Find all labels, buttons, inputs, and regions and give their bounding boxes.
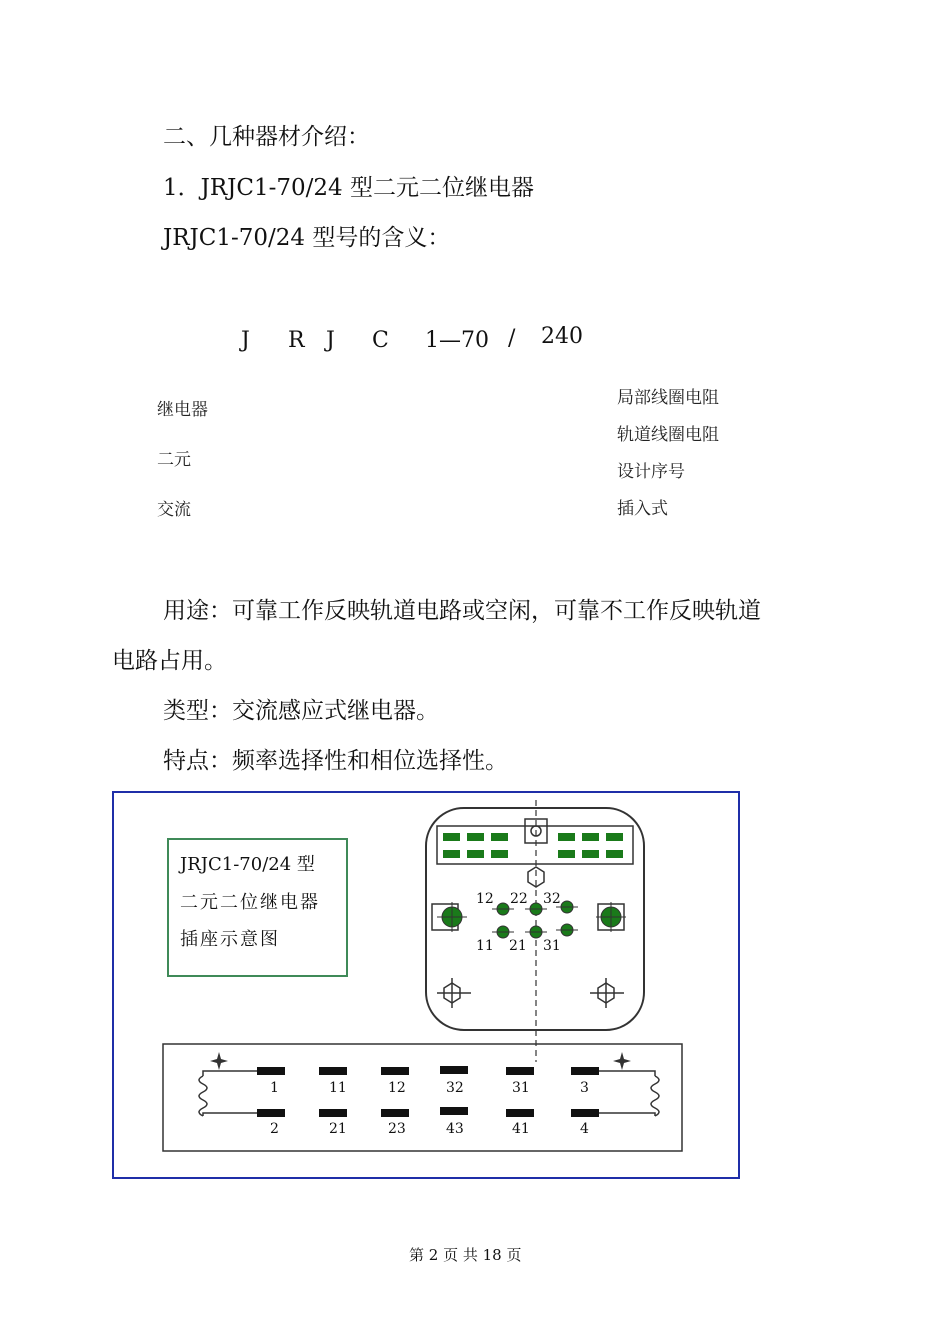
terminal-label: 4 xyxy=(580,1121,589,1137)
model-code-letter: J xyxy=(326,328,335,353)
page-footer: 第 2 页 共 18 页 xyxy=(409,1246,522,1264)
usage-line-1: 用途：可靠工作反映轨道电路或空闲，可靠不工作反映轨道 xyxy=(163,598,761,624)
type-text: 类型：交流感应式继电器。 xyxy=(163,698,439,724)
terminal-label: 12 xyxy=(388,1080,406,1096)
socket-pin-label: 11 xyxy=(476,938,494,954)
model-code-letter: / xyxy=(508,326,516,351)
model-code-letter: J xyxy=(241,328,250,353)
terminal-label: 31 xyxy=(512,1080,530,1096)
left-label: 交流 xyxy=(157,500,191,520)
terminal-label: 3 xyxy=(580,1080,589,1096)
model-code-letter: R xyxy=(288,328,305,353)
socket-pin-label: 21 xyxy=(509,938,527,954)
connector-pins xyxy=(443,833,623,858)
model-code-letter: C xyxy=(372,328,389,353)
terminal-label: 41 xyxy=(512,1121,530,1137)
terminal-label: 43 xyxy=(446,1121,464,1137)
connector-block xyxy=(437,826,633,864)
meaning-heading: JRJC1-70/24 型号的含义： xyxy=(163,225,451,251)
features-text: 特点：频率选择性和相位选择性。 xyxy=(163,748,508,774)
model-code-letter: 1—70 xyxy=(425,328,489,353)
socket-pin-label: 12 xyxy=(476,891,494,907)
left-label: 二元 xyxy=(157,450,191,470)
socket-pin-label: 31 xyxy=(543,938,561,954)
terminal-label: 23 xyxy=(388,1121,406,1137)
right-label: 轨道线圈电阻 xyxy=(617,425,719,445)
socket-pin-label: 22 xyxy=(510,891,528,907)
right-coil xyxy=(599,1071,659,1116)
right-label: 局部线圈电阻 xyxy=(617,388,719,408)
right-label: 插入式 xyxy=(617,499,668,519)
left-coil xyxy=(199,1071,257,1116)
terminal-label: 11 xyxy=(329,1080,347,1096)
terminal-label: 32 xyxy=(446,1080,464,1096)
caption-line: JRJC1-70/24 型 xyxy=(180,854,315,875)
terminal-label: 2 xyxy=(270,1121,279,1137)
socket-pin-label: 32 xyxy=(543,891,561,907)
usage-line-2: 电路占用。 xyxy=(112,648,227,674)
terminal-label: 1 xyxy=(270,1080,279,1096)
terminal-bars xyxy=(257,1066,599,1117)
caption-line: 二元二位继电器 xyxy=(180,892,320,913)
mounting-holes xyxy=(437,978,624,1008)
item-title: 1．JRJC1-70/24 型二元二位继电器 xyxy=(163,175,534,201)
caption-line: 插座示意图 xyxy=(180,929,280,950)
small-pins xyxy=(492,901,578,938)
section-heading: 二、几种器材介绍： xyxy=(163,124,370,150)
model-code-letter: 240 xyxy=(541,324,583,349)
terminal-panel xyxy=(163,1044,682,1151)
right-label: 设计序号 xyxy=(617,462,685,482)
left-label: 继电器 xyxy=(157,400,208,420)
terminal-label: 21 xyxy=(329,1121,347,1137)
